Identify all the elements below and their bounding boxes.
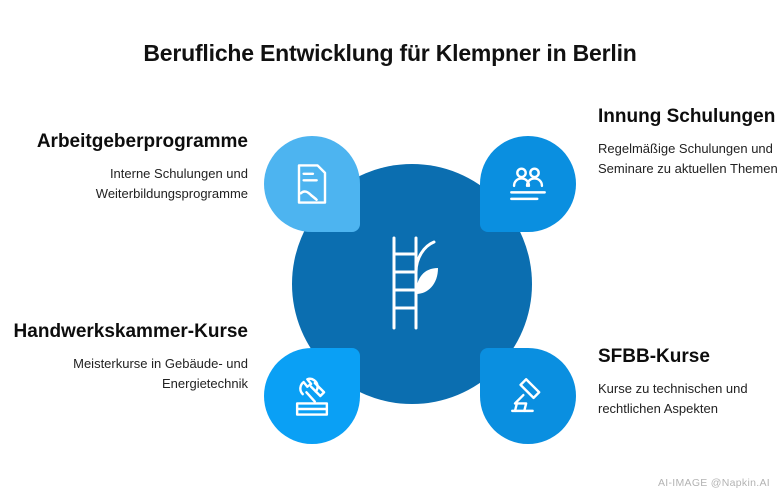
node-label-handwerkskammer-kurse <box>8 320 248 393</box>
page-title: Berufliche Entwicklung für Klempner in Berlin <box>143 40 637 66</box>
node-icon-innung-schulungen[interactable] <box>480 136 576 232</box>
node-icon-sfbb-kurse[interactable] <box>480 348 576 444</box>
watermark: AI-IMAGE @Napkin.AI <box>657 477 770 489</box>
node-icon-handwerkskammer-kurse[interactable] <box>264 348 360 444</box>
node-label-innung-schulungen <box>598 105 778 178</box>
node-label-sfbb-kurse <box>598 345 778 418</box>
node-description: Regelmäßige Schulungen und Seminare zu aktuellen Themen <box>598 141 778 176</box>
node-heading: Innung Schulungen <box>598 106 776 127</box>
node-description: Interne Schulungen und Weiterbildungsprogramme <box>95 166 248 201</box>
node-heading: Handwerkskammer-Kurse <box>13 321 248 342</box>
node-icon-arbeitgeberprogramme[interactable] <box>264 136 360 232</box>
ladder-plant-icon <box>372 232 452 332</box>
node-description: Kurse zu technischen und rechtlichen Aspekten <box>598 381 748 416</box>
node-description: Meisterkurse in Gebäude- und Energietechnik <box>73 356 248 391</box>
node-heading: SFBB-Kurse <box>598 346 710 367</box>
node-heading: Arbeitgeberprogramme <box>36 131 248 152</box>
node-label-arbeitgeberprogramme <box>8 130 248 203</box>
